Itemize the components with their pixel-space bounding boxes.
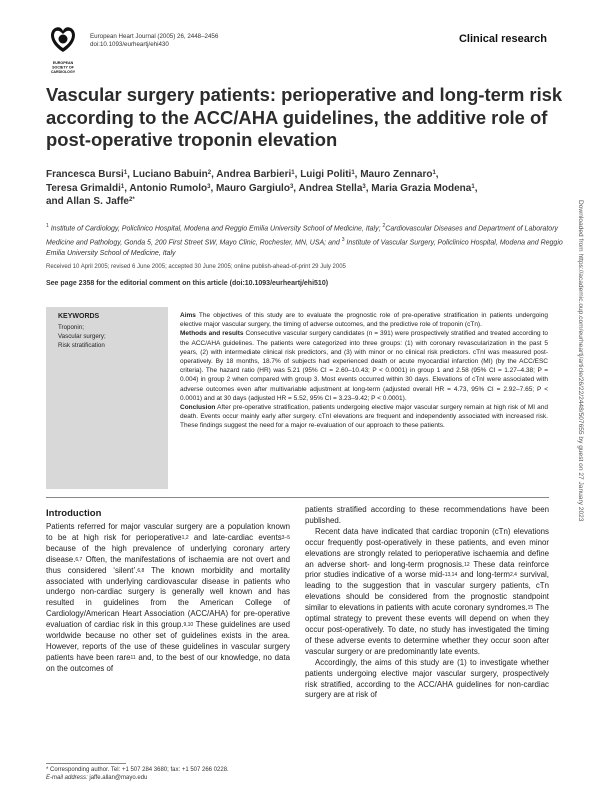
abstract-conclusion: Conclusion After pre-operative stratification, patients undergoing elective major vascular surgery remain at high risk of MI and death. Events occur mainly early after surgery. cTnI elevations are frequent and independently associated with increased risk. These findings suggest the need for a major re-evaluation of our approach to these patients. — [180, 404, 548, 430]
journal-reference — [90, 33, 218, 50]
keyword-item: Vascular surgery; — [58, 333, 106, 340]
paragraph: Recent data have indicated that cardiac troponin (cTn) elevations occur frequently post-operatively in these patients, and even minor elevations are strongly related to perioperative ischaemia and define an adverse short- and long-term prognosis.$^{12}$ These data reinforce prior studies indicative of a worse mid-$^{13,14}$ and long-term$^{2,4}$ survival, leading to the suggestion that in vascular surgery patients, cTn elevations should be considered from the prognostic standpoint similar to elevations in patients with acute coronary syndromes.$^{15}$ The optimal strategy to prevent these events will depend on when they occur post-operatively. To date, no study has investigated the timing of these adverse events to determine whether they occur soon after vascular surgery or are predominantly late events. — [305, 526, 549, 656]
received-dates: Received 10 April 2005; revised 6 June 2005; accepted 30 June 2005; online publish-ahead-of-print 29 July 2005 — [46, 264, 346, 270]
author-line-3: and Allan S. Jaffe$^{2*}$ — [46, 196, 135, 208]
abstract-aims: Aims The objectives of this study are to evaluate the prognostic role of pre-operative stratification in patients undergoing elective major vascular surgery, the timing of adverse outcomes, and the predictive role of troponin (cTn). — [180, 312, 548, 329]
editorial-link[interactable]: See page 2358 for the editorial comment on this article (doi:10.1093/eurheartj/ehi510) — [46, 280, 329, 287]
download-watermark: Downloaded from https://academic.oup.com/eurheartj/article/26/22/2448/507655 by guest on 27 January 2023 — [577, 200, 584, 522]
esc-logo — [46, 22, 80, 78]
intro-left-column: Patients referred for major vascular surgery are a population known to be at high risk for perioperative$^{1,2}$ and late-cardiac events$^{3-5}$ because of the high prevalence of underlying coronary artery disease.$^{6,7}$ Often, the manifestations of ischaemia are not overt and thus considered ‘silent’.$^{6,8}$ The known morbidity and mortality associated with underlying cardiovascular disease in patients who undergo non-cardiac surgery is generally well known and has resulted in guidelines from the American College of Cardiology/American Heart Association (ACC/AHA) for pre-operative evaluation of cardiac risk in this group.$^{9,10}$ These guidelines are used worldwide because no other set of guidelines exists in the area. However, reports of the use of these guidelines in vascular surgery patients have been rare$^{11}$ and, to the best of our knowledge, no data on the outcomes of — [46, 522, 291, 673]
article-title: Vascular surgery patients: perioperative and long-term risk according to the ACC/AHA guidelines, the additive role of post-operative troponin elevation — [46, 84, 563, 150]
logo-text-2: SOCIETY OF — [52, 65, 74, 70]
introduction-heading: Introduction — [46, 508, 102, 519]
keyword-item: Risk stratification — [58, 342, 105, 349]
logo-text-3: CARDIOLOGY — [50, 70, 76, 74]
footnote-divider — [46, 763, 126, 764]
keywords-list — [58, 323, 106, 350]
author-line-1: Francesca Bursi$^1$, Luciano Babuin$^2$, Andrea Barbieri$^1$, Luigi Politi$^1$, Mauro Zennaro$^1$, — [46, 169, 439, 180]
section-divider — [46, 497, 549, 498]
journal-doi: doi:10.1093/eurheartj/ehi430 — [90, 41, 169, 49]
abstract — [180, 311, 548, 431]
logo-text-1: EUROPEAN — [52, 61, 74, 65]
author-line-2: Teresa Grimaldi$^1$, Antonio Rumolo$^3$, Mauro Gargiulo$^3$, Andrea Stella$^3$, Maria Grazia Modena$^1$, — [46, 182, 478, 194]
email-link[interactable]: jaffe.allan@mayo.edu — [87, 775, 148, 781]
author-list — [46, 168, 566, 209]
journal-citation: European Heart Journal (2005) 26, 2448–2456 — [90, 33, 219, 40]
paragraph: Accordingly, the aims of this study are (1) to investigate whether patients undergoing elective major vascular surgery, prospectively risk stratified, according to the ACC/AHA guidelines for non-cardiac surgery are at risk of — [305, 657, 549, 700]
intro-right-column — [305, 505, 549, 701]
section-label: Clinical research — [458, 33, 547, 45]
paragraph: patients stratified according to these recommendations have been published. — [305, 505, 549, 525]
keyword-item: Troponin; — [58, 324, 84, 331]
abstract-methods: Methods and results Consecutive vascular surgery candidates (n = 391) were prospectively stratified and treated according to the ACC/AHA guidelines. The patients were categorized into three groups: (1) with coronary revascularization in the past 5 years, (2) with intermediate clinical risk predictors, and (3) with minor or no clinical risk predictors. cTnI was measured post-operatively. By 18 months, 18.7% of subjects had experienced death or acute myocardial infarction (MI) (by the ACC/ESC criteria). The hazard ratio (HR) was 5.21 (95% CI = 2.60–10.43; P < 0.0001) in group 1 and 2.58 (95% CI = 1.27–4.38; P = 0.004) in group 2 when compared with group 3. Most events occurred within 30 days. Elevations of cTnI were associated with adverse outcomes even after multivariable adjustment at long-term (adjusted overall HR = 4.73, 95% CI = 2.92–7.65; P < 0.0001) and at 30 days (adjusted HR = 5.52, 95% CI = 3.23–9.42; P < 0.0001). — [180, 330, 548, 402]
affiliations: $^1$ Institute of Cardiology, Policlinico Hospital, Modena and Reggio Emilia University School of Medicine, Italy; $^2$Cardiovascular Diseases and Department of Laboratory Medicine and Pathology, Gonda 5, 200 First Street SW, Mayo Clinic, Rochester, MN, USA; and $^3$ Institute of Vascular Surgery, Policlinico Hospital, Modena and Reggio Emilia University School of Medicine, Italy — [46, 223, 563, 258]
keywords-title: KEYWORDS — [58, 313, 100, 320]
corresponding-author-note: * Corresponding author. Tel: +1 507 284 3680; fax: +1 507 266 0228. E-mail address: jaffe.allan@mayo.edu — [46, 767, 229, 781]
